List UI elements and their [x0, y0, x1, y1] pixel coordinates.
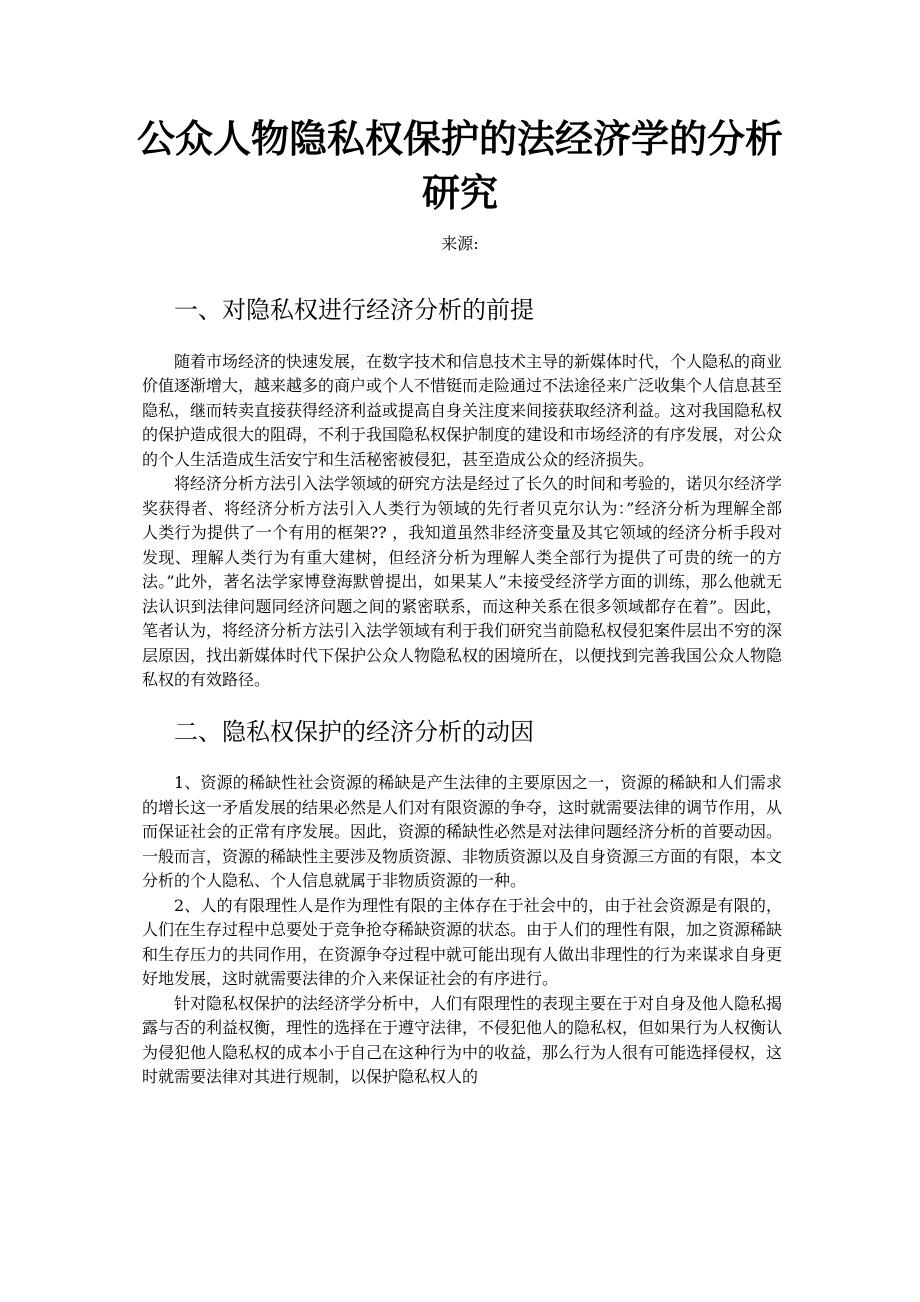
paragraph: 将经济分析方法引入法学领域的研究方法是经过了长久的时间和考验的，诺贝尔经济学奖获得者、将经济分析方法引入人类行为领域的先行者贝克尔认为：”经济分析为理解全部人类行为提供了一个有用的框架?? ，我知道虽然非经济变量及其它领域的经济分析手段对发现、理解人类行为有重大建树，但经济分析为理解人类全部行为提供了可贵的统一的方法。”此外，著名法学家博登海默曾提出，如果某人”未接受经济学方面的训练，那么他就无法认识到法律问题同经济问题之间的紧密联系，而这种关系在很多领域都存在着”。因此，笔者认为，将经济分析方法引入法学领域有利于我们研究当前隐私权侵犯案件层出不穷的深层原因，找出新媒体时代下保护公众人物隐私权的困境所在，以便找到完善我国公众人物隐私权的有效路径。	[142, 474, 783, 689]
paragraph: 1、资源的稀缺性社会资源的稀缺是产生法律的主要原因之一，资源的稀缺和人们需求的增长这一矛盾发展的结果必然是人们对有限资源的争夺，这时就需要法律的调节作用，从而保证社会的正常有序发展。因此，资源的稀缺性必然是对法律问题经济分析的首要动因。一般而言，资源的稀缺性主要涉及物质资源、非物质资源以及自身资源三方面的有限，本文分析的个人隐私、个人信息就属于非物质资源的一种。	[142, 773, 783, 890]
section-heading-1: 一、对隐私权进行经济分析的前提	[174, 296, 534, 324]
paragraph: 2、人的有限理性人是作为理性有限的主体存在于社会中的，由于社会资源是有限的，人们在生存过程中总要处于竞争抢夺稀缺资源的状态。由于人们的理性有限，加之资源稀缺和生存压力的共同作用，在资源争夺过程中就可能出现有人做出非理性的行为来谋求自身更好地发展，这时就需要法律的介入来保证社会的有序进行。	[142, 895, 783, 988]
source-label: 来源:	[441, 234, 479, 253]
paragraph: 随着市场经济的快速发展，在数字技术和信息技术主导的新媒体时代，个人隐私的商业价值逐渐增大，越来越多的商户或个人不惜铤而走险通过不法途径来广泛收集个人信息甚至隐私，继而转卖直接获得经济利益或提高自身关注度来间接获取经济利益。这对我国隐私权的保护造成很大的阻碍，不利于我国隐私权保护制度的建设和市场经济的有序发展，对公众的个人生活造成生活安宁和生活秘密被侵犯，甚至造成公众的经济损失。	[142, 351, 783, 469]
section-heading-2: 二、隐私权保护的经济分析的动因	[174, 717, 534, 746]
paragraph: 针对隐私权保护的法经济学分析中，人们有限理性的表现主要在于对自身及他人隐私揭露与否的利益权衡，理性的选择在于遵守法律，不侵犯他人的隐私权，但如果行为人权衡认为侵犯他人隐私权的成本小于自己在这种行为中的收益，那么行为人很有可能选择侵权，这时就需要法律对其进行规制，以保护隐私权人的	[142, 993, 783, 1086]
document-title: 公众人物隐私权保护的法经济学的分析研究	[136, 116, 783, 215]
document-body	[142, 298, 782, 1090]
